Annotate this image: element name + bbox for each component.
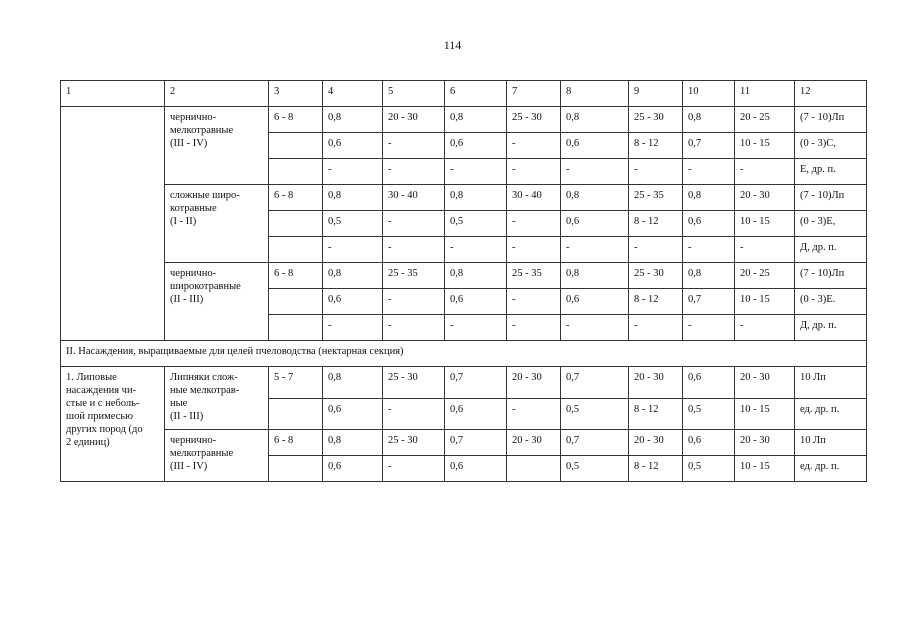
data-cell: - xyxy=(323,315,383,341)
data-cell: 0,6 xyxy=(445,133,507,159)
forest-type-cell: чернично- широкотравные (II - III) xyxy=(165,263,269,341)
data-cell: 0,6 xyxy=(683,430,735,456)
data-cell: - xyxy=(561,237,629,263)
data-cell: 0,8 xyxy=(445,263,507,289)
data-cell: - xyxy=(383,159,445,185)
section-heading-row xyxy=(61,341,867,367)
data-cell: - xyxy=(445,315,507,341)
column-header: 8 xyxy=(561,81,629,107)
data-cell: 0,8 xyxy=(323,430,383,456)
data-cell: 25 - 35 xyxy=(629,185,683,211)
data-cell: 20 - 30 xyxy=(735,185,795,211)
data-cell: - xyxy=(507,133,561,159)
data-cell: - xyxy=(323,237,383,263)
data-cell xyxy=(507,456,561,482)
table-row xyxy=(61,430,867,456)
data-cell: 0,5 xyxy=(323,211,383,237)
data-cell: 0,5 xyxy=(683,456,735,482)
data-cell xyxy=(269,237,323,263)
data-cell: 0,6 xyxy=(561,289,629,315)
data-cell: 0,8 xyxy=(323,367,383,399)
data-cell: 0,5 xyxy=(445,211,507,237)
forest-standards-table xyxy=(60,80,867,482)
data-cell: 0,8 xyxy=(445,185,507,211)
data-cell: 8 - 12 xyxy=(629,398,683,430)
data-cell: 8 - 12 xyxy=(629,211,683,237)
data-cell: - xyxy=(383,133,445,159)
data-cell: 0,8 xyxy=(683,263,735,289)
data-cell: 20 - 25 xyxy=(735,107,795,133)
table-row xyxy=(61,107,867,133)
column-header: 12 xyxy=(795,81,867,107)
data-cell: - xyxy=(629,237,683,263)
data-cell: 25 - 30 xyxy=(629,107,683,133)
data-cell: 0,6 xyxy=(561,211,629,237)
data-cell xyxy=(269,211,323,237)
data-cell: 6 - 8 xyxy=(269,430,323,456)
forest-type-cell: сложные широ- котравные (I - II) xyxy=(165,185,269,263)
data-cell: 25 - 30 xyxy=(507,107,561,133)
column-header: 7 xyxy=(507,81,561,107)
data-cell: - xyxy=(507,159,561,185)
data-cell: (7 - 10)Лп xyxy=(795,263,867,289)
data-cell: 0,6 xyxy=(683,367,735,399)
data-cell: 10 - 15 xyxy=(735,398,795,430)
data-cell: 20 - 30 xyxy=(383,107,445,133)
data-cell: 0,8 xyxy=(323,107,383,133)
section-heading: II. Насаждения, выращиваемые для целей пчеловодства (нектарная секция) xyxy=(61,341,867,367)
forest-type-cell: чернично- мелкотравные (III - IV) xyxy=(165,430,269,482)
data-cell: - xyxy=(561,159,629,185)
table-row xyxy=(61,367,867,399)
data-cell: - xyxy=(735,237,795,263)
data-cell: 30 - 40 xyxy=(383,185,445,211)
column-header: 9 xyxy=(629,81,683,107)
data-cell: - xyxy=(445,237,507,263)
data-cell: 0,8 xyxy=(561,263,629,289)
data-cell: 0,7 xyxy=(683,133,735,159)
data-cell: - xyxy=(561,315,629,341)
data-cell: 10 Лп xyxy=(795,430,867,456)
data-cell: 10 - 15 xyxy=(735,211,795,237)
data-cell: 0,7 xyxy=(683,289,735,315)
data-cell xyxy=(269,159,323,185)
data-cell: 10 - 15 xyxy=(735,456,795,482)
data-cell: (7 - 10)Лп xyxy=(795,107,867,133)
data-cell: 0,6 xyxy=(445,398,507,430)
table-row xyxy=(61,263,867,289)
data-cell: 8 - 12 xyxy=(629,456,683,482)
data-cell: - xyxy=(445,159,507,185)
column-header: 5 xyxy=(383,81,445,107)
data-cell: 25 - 30 xyxy=(383,367,445,399)
data-cell: - xyxy=(683,159,735,185)
data-cell: 10 Лп xyxy=(795,367,867,399)
data-cell: - xyxy=(507,315,561,341)
data-cell: - xyxy=(383,315,445,341)
data-cell: 0,8 xyxy=(683,185,735,211)
data-cell: (0 - 3)Е. xyxy=(795,289,867,315)
header-row xyxy=(61,81,867,107)
data-cell: - xyxy=(683,237,735,263)
data-cell: 5 - 7 xyxy=(269,367,323,399)
data-cell: - xyxy=(683,315,735,341)
data-cell: (7 - 10)Лп xyxy=(795,185,867,211)
data-cell xyxy=(269,315,323,341)
data-cell: 0,8 xyxy=(561,185,629,211)
data-cell xyxy=(269,456,323,482)
data-cell: (0 - 3)Е, xyxy=(795,211,867,237)
stand-type-cell xyxy=(61,107,165,341)
data-cell: 0,6 xyxy=(445,289,507,315)
data-cell: 0,6 xyxy=(683,211,735,237)
data-cell: - xyxy=(383,289,445,315)
column-header: 1 xyxy=(61,81,165,107)
data-cell: - xyxy=(735,315,795,341)
data-cell: Д, др. п. xyxy=(795,237,867,263)
data-cell: 0,6 xyxy=(323,456,383,482)
data-cell: 0,6 xyxy=(323,289,383,315)
data-cell: 20 - 25 xyxy=(735,263,795,289)
data-cell: 0,6 xyxy=(323,398,383,430)
data-cell: 8 - 12 xyxy=(629,289,683,315)
forest-type-cell: чернично- мелкотравные (III - IV) xyxy=(165,107,269,185)
data-cell: - xyxy=(383,398,445,430)
data-cell: 0,5 xyxy=(561,398,629,430)
data-cell xyxy=(269,289,323,315)
data-cell: 0,6 xyxy=(561,133,629,159)
data-cell: - xyxy=(383,211,445,237)
column-header: 4 xyxy=(323,81,383,107)
data-cell: - xyxy=(507,289,561,315)
data-cell: - xyxy=(383,456,445,482)
data-cell: 0,7 xyxy=(445,430,507,456)
column-header: 2 xyxy=(165,81,269,107)
data-cell: 6 - 8 xyxy=(269,263,323,289)
data-cell: 0,8 xyxy=(323,185,383,211)
data-cell: 8 - 12 xyxy=(629,133,683,159)
data-cell: Е, др. п. xyxy=(795,159,867,185)
data-cell: 20 - 30 xyxy=(629,367,683,399)
data-cell: 0,8 xyxy=(323,263,383,289)
data-cell: 20 - 30 xyxy=(507,367,561,399)
data-cell: - xyxy=(735,159,795,185)
data-cell: 0,8 xyxy=(683,107,735,133)
column-header: 6 xyxy=(445,81,507,107)
data-cell: 0,7 xyxy=(561,367,629,399)
data-cell: ед. др. п. xyxy=(795,456,867,482)
data-cell: 10 - 15 xyxy=(735,289,795,315)
data-cell: 25 - 35 xyxy=(507,263,561,289)
data-cell: Д, др. п. xyxy=(795,315,867,341)
data-cell xyxy=(269,133,323,159)
data-cell: 20 - 30 xyxy=(735,367,795,399)
data-cell: 0,8 xyxy=(561,107,629,133)
forest-type-cell: Липняки слож- ные мелкотрав- ные (II - III) xyxy=(165,367,269,430)
column-header: 3 xyxy=(269,81,323,107)
data-cell: ед. др. п. xyxy=(795,398,867,430)
data-cell: 0,7 xyxy=(561,430,629,456)
column-header: 10 xyxy=(683,81,735,107)
data-cell: (0 - 3)С, xyxy=(795,133,867,159)
data-cell: - xyxy=(507,211,561,237)
page-number: 114 xyxy=(443,38,462,52)
table-row xyxy=(61,185,867,211)
data-cell: 25 - 35 xyxy=(383,263,445,289)
data-cell: - xyxy=(629,315,683,341)
data-cell: 10 - 15 xyxy=(735,133,795,159)
data-cell: 0,6 xyxy=(323,133,383,159)
data-cell: 0,5 xyxy=(683,398,735,430)
data-cell xyxy=(269,398,323,430)
data-cell: 25 - 30 xyxy=(629,263,683,289)
data-cell: 20 - 30 xyxy=(735,430,795,456)
data-cell: 6 - 8 xyxy=(269,185,323,211)
data-cell: 6 - 8 xyxy=(269,107,323,133)
data-cell: 0,7 xyxy=(445,367,507,399)
data-cell: 0,5 xyxy=(561,456,629,482)
column-header: 11 xyxy=(735,81,795,107)
data-cell: - xyxy=(507,398,561,430)
data-cell: 25 - 30 xyxy=(383,430,445,456)
data-cell: 0,6 xyxy=(445,456,507,482)
data-cell: 20 - 30 xyxy=(629,430,683,456)
data-cell: 0,8 xyxy=(445,107,507,133)
data-cell: 30 - 40 xyxy=(507,185,561,211)
stand-type-cell: 1. Липовые насаждения чи- стые и с неболь- шой примесью других пород (до 2 единиц) xyxy=(61,367,165,482)
data-cell: - xyxy=(383,237,445,263)
data-cell: - xyxy=(323,159,383,185)
data-cell: - xyxy=(507,237,561,263)
data-cell: - xyxy=(629,159,683,185)
data-cell: 20 - 30 xyxy=(507,430,561,456)
